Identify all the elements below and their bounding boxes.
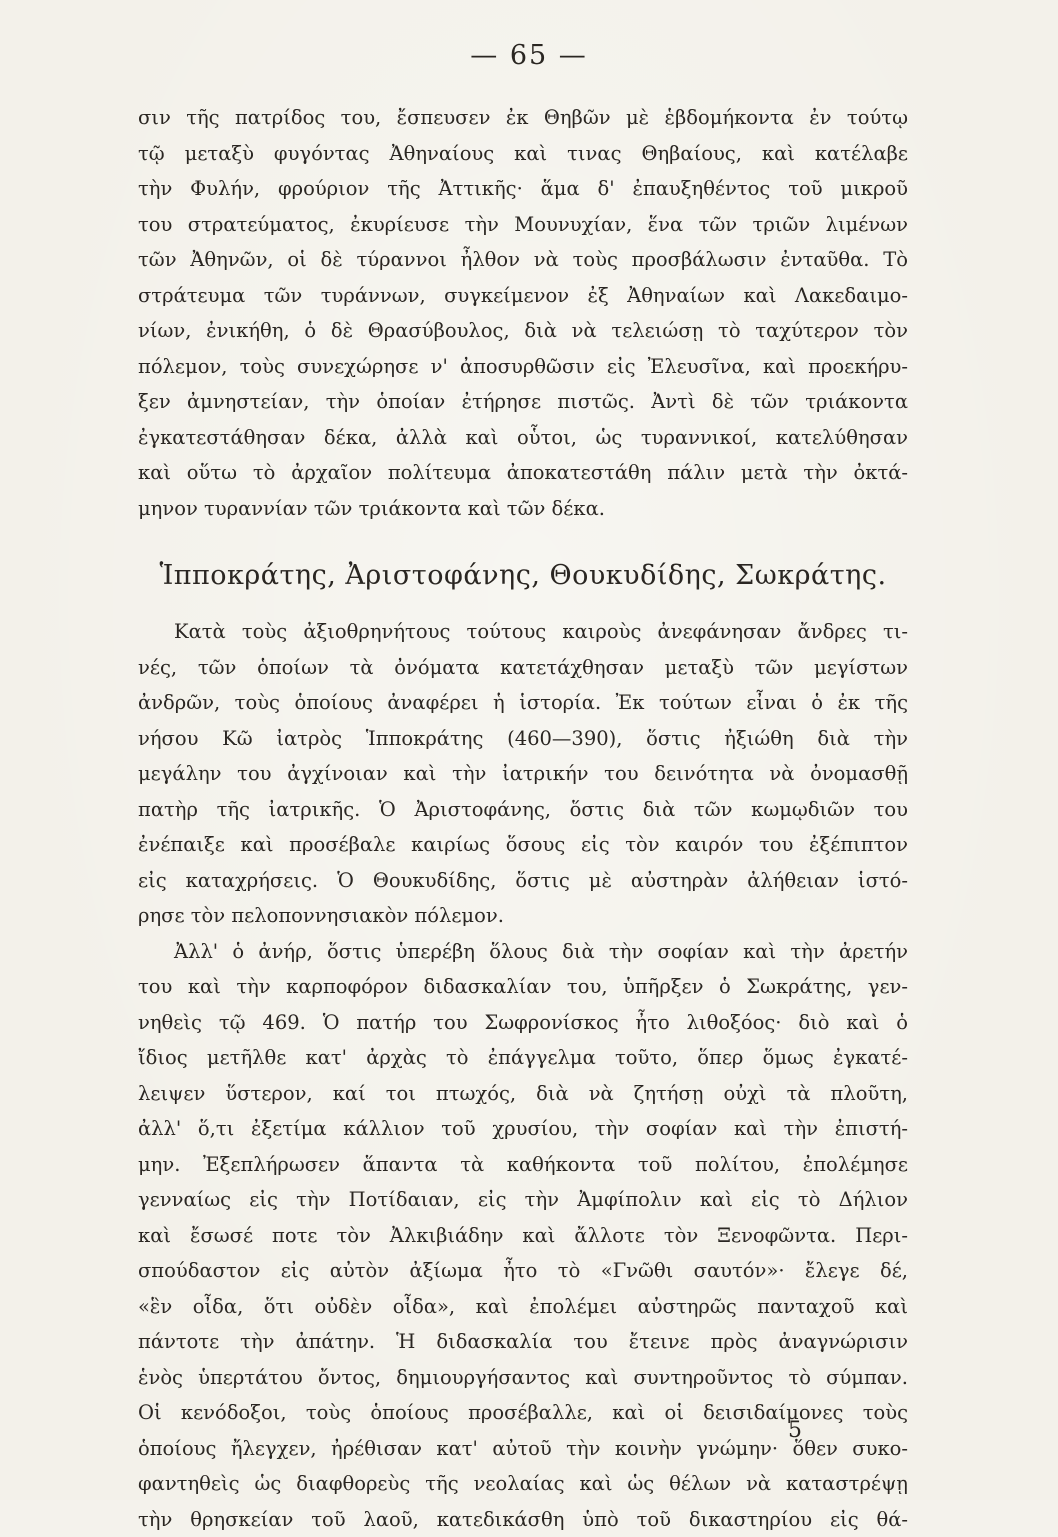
paragraph-socrates bbox=[138, 934, 908, 1537]
text-line: του στρατεύματος, ἐκυρίευσε τὴν Μουνυχίαν, ἕνα τῶν τριῶν λιμένων bbox=[138, 207, 908, 243]
text-line: μηνον τυραννίαν τῶν τριάκοντα καὶ τῶν δέκα. bbox=[138, 491, 908, 527]
text-line: ἐνέπαιξε καὶ προσέβαλε καιρίως ὅσους εἰς τὸν καιρόν του ἐξέπιπτον bbox=[138, 827, 908, 863]
text-line: Κατὰ τοὺς ἀξιοθρηνήτους τούτους καιροὺς ἀνεφάνησαν ἄνδρες τι- bbox=[138, 614, 908, 650]
page-body bbox=[138, 100, 908, 1537]
text-line: μεγάλην του ἀγχίνοιαν καὶ τὴν ἰατρικήν του δεινότητα νὰ ὀνομασθῇ bbox=[138, 756, 908, 792]
text-line: τῶν Ἀθηνῶν, οἱ δὲ τύραννοι ἦλθον νὰ τοὺς προσβάλωσιν ἐνταῦθα. Τὸ bbox=[138, 242, 908, 278]
text-line: στράτευμα τῶν τυράννων, συγκείμενον ἐξ Ἀθηναίων καὶ Λακεδαιμο- bbox=[138, 278, 908, 314]
text-line: τὴν θρησκείαν τοῦ λαοῦ, κατεδικάσθη ὑπὸ τοῦ δικαστηρίου εἰς θά- bbox=[138, 1502, 908, 1537]
text-line: ἐγκατεστάθησαν δέκα, ἀλλὰ καὶ οὗτοι, ὡς τυραννικοί, κατελύθησαν bbox=[138, 420, 908, 456]
text-line: εἰς καταχρήσεις. Ὁ Θουκυδίδης, ὅστις μὲ αὐστηρὰν ἀλήθειαν ἱστό- bbox=[138, 863, 908, 899]
text-line: πάντοτε τὴν ἀπάτην. Ἡ διδασκαλία του ἔτεινε πρὸς ἀναγνώρισιν bbox=[138, 1324, 908, 1360]
text-line: Οἱ κενόδοξοι, τοὺς ὁποίους προσέβαλλε, καὶ οἱ δεισιδαίμονες τοὺς bbox=[138, 1395, 908, 1431]
text-line: πόλεμον, τοὺς συνεχώρησε ν' ἀποσυρθῶσιν εἰς Ἐλευσῖνα, καὶ προεκήρυ- bbox=[138, 349, 908, 385]
text-line: λειψεν ὕστερον, καί τοι πτωχός, διὰ νὰ ζητήσῃ οὐχὶ τὰ πλοῦτη, bbox=[138, 1076, 908, 1112]
text-line: καὶ οὕτω τὸ ἀρχαῖον πολίτευμα ἀποκατεστάθη πάλιν μετὰ τὴν ὀκτά- bbox=[138, 455, 908, 491]
text-line: «ἓν οἶδα, ὅτι οὐδὲν οἶδα», καὶ ἐπολέμει αὐστηρῶς πανταχοῦ καὶ bbox=[138, 1289, 908, 1325]
page-number: — 65 — bbox=[0, 40, 1058, 71]
text-line: νές, τῶν ὁποίων τὰ ὀνόματα κατετάχθησαν μεταξὺ τῶν μεγίστων bbox=[138, 650, 908, 686]
paragraph-great-men bbox=[138, 614, 908, 934]
text-line: φαντηθεὶς ὡς διαφθορεὺς τῆς νεολαίας καὶ ὡς θέλων νὰ καταστρέψῃ bbox=[138, 1466, 908, 1502]
text-line: ξεν ἀμνηστείαν, τὴν ὁποίαν ἐτήρησε πιστῶς. Ἀντὶ δὲ τῶν τριάκοντα bbox=[138, 384, 908, 420]
text-line: πατὴρ τῆς ἰατρικῆς. Ὁ Ἀριστοφάνης, ὅστις διὰ τῶν κωμῳδιῶν του bbox=[138, 792, 908, 828]
paragraph-thrasybulus bbox=[138, 100, 908, 526]
text-line: του καὶ τὴν καρποφόρον διδασκαλίαν του, ὑπῆρξεν ὁ Σωκράτης, γεν- bbox=[138, 969, 908, 1005]
text-line: σπούδαστον εἰς αὐτὸν ἀξίωμα ἦτο τὸ «Γνῶθι σαυτόν»· ἔλεγε δέ, bbox=[138, 1253, 908, 1289]
text-line: νίων, ἐνικήθη, ὁ δὲ Θρασύβουλος, διὰ νὰ τελειώσῃ τὸ ταχύτερον τὸν bbox=[138, 313, 908, 349]
section-heading: Ἱπποκράτης, Ἀριστοφάνης, Θουκυδίδης, Σωκράτης. bbox=[138, 556, 908, 596]
text-line: ἀλλ' ὅ,τι ἐξετίμα κάλλιον τοῦ χρυσίου, τὴν σοφίαν καὶ τὴν ἐπιστή- bbox=[138, 1111, 908, 1147]
text-line: νηθεὶς τῷ 469. Ὁ πατήρ του Σωφρονίσκος ἦτο λιθοξόος· διὸ καὶ ὁ bbox=[138, 1005, 908, 1041]
text-line: καὶ ἔσωσέ ποτε τὸν Ἀλκιβιάδην καὶ ἄλλοτε τὸν Ξενοφῶντα. Περι- bbox=[138, 1218, 908, 1254]
text-line: Ἀλλ' ὁ ἀνήρ, ὅστις ὑπερέβη ὅλους διὰ τὴν σοφίαν καὶ τὴν ἀρετήν bbox=[138, 934, 908, 970]
text-line: ἀνδρῶν, τοὺς ὁποίους ἀναφέρει ἡ ἱστορία. Ἐκ τούτων εἶναι ὁ ἐκ τῆς bbox=[138, 685, 908, 721]
text-line: ρησε τὸν πελοποννησιακὸν πόλεμον. bbox=[138, 898, 908, 934]
text-line: γενναίως εἰς τὴν Ποτίδαιαν, εἰς τὴν Ἀμφίπολιν καὶ εἰς τὸ Δήλιον bbox=[138, 1182, 908, 1218]
text-line: τῷ μεταξὺ φυγόντας Ἀθηναίους καὶ τινας Θηβαίους, καὶ κατέλαβε bbox=[138, 136, 908, 172]
text-line: νήσου Κῶ ἰατρὸς Ἱπποκράτης (460—390), ὅστις ἠξιώθη διὰ τὴν bbox=[138, 721, 908, 757]
text-line: ὁποίους ἤλεγχεν, ἠρέθισαν κατ' αὐτοῦ τὴν κοινὴν γνώμην· ὅθεν συκο- bbox=[138, 1431, 908, 1467]
text-line: ἴδιος μετῆλθε κατ' ἀρχὰς τὸ ἐπάγγελμα τοῦτο, ὅπερ ὅμως ἐγκατέ- bbox=[138, 1040, 908, 1076]
text-line: ἑνὸς ὑπερτάτου ὄντος, δημιουργήσαντος καὶ συντηροῦντος τὸ σύμπαν. bbox=[138, 1360, 908, 1396]
text-line: μην. Ἐξεπλήρωσεν ἅπαντα τὰ καθήκοντα τοῦ πολίτου, ἐπολέμησε bbox=[138, 1147, 908, 1183]
signature-mark: 5 bbox=[788, 1418, 802, 1443]
text-line: σιν τῆς πατρίδος του, ἔσπευσεν ἐκ Θηβῶν μὲ ἑβδομήκοντα ἐν τούτῳ bbox=[138, 100, 908, 136]
text-line: τὴν Φυλήν, φρούριον τῆς Ἀττικῆς· ἅμα δ' ἐπαυξηθέντος τοῦ μικροῦ bbox=[138, 171, 908, 207]
